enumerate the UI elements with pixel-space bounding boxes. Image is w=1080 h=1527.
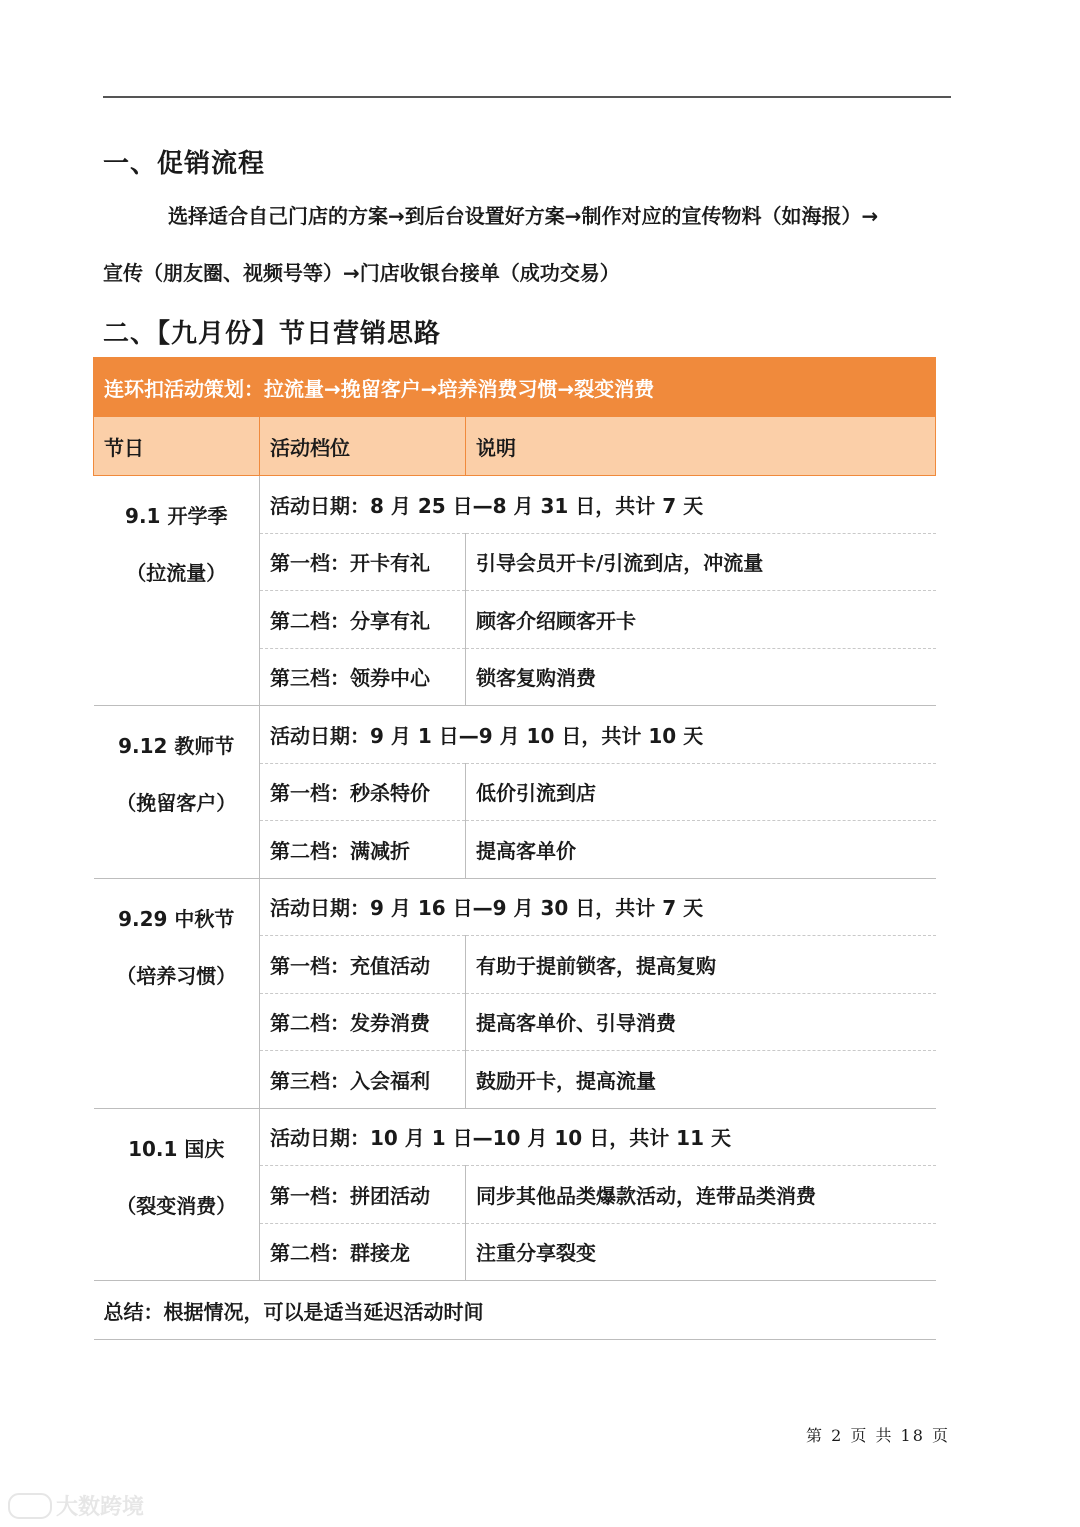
- description-cell: 顾客介绍顾客开卡: [466, 591, 936, 649]
- festival-cell: [94, 476, 260, 706]
- festival-goal: （挽留客户）: [116, 791, 237, 815]
- table-row: [94, 878, 936, 936]
- header-tier: 活动档位: [260, 417, 466, 476]
- tier-cell: 第一档：充值活动: [260, 936, 466, 994]
- festival-goal: （拉流量）: [126, 561, 227, 585]
- activity-date: 活动日期：10 月 1 日—10 月 10 日，共计 11 天: [260, 1108, 936, 1166]
- festival-cell: [94, 706, 260, 879]
- activity-date: 活动日期：9 月 1 日—9 月 10 日，共计 10 天: [260, 706, 936, 764]
- table-row: [94, 476, 936, 534]
- tier-cell: 第一档：拼团活动: [260, 1166, 466, 1224]
- festival-cell: [94, 878, 260, 1108]
- watermark: [8, 1490, 144, 1521]
- table-row: [94, 706, 936, 764]
- tier-cell: 第三档：领券中心: [260, 648, 466, 706]
- tier-cell: 第二档：群接龙: [260, 1223, 466, 1281]
- tier-cell: 第二档：分享有礼: [260, 591, 466, 649]
- section1-title: 一、促销流程: [103, 149, 266, 179]
- section1-line2: 宣传（朋友圈、视频号等）→门店收银台接单（成功交易）: [103, 261, 620, 285]
- description-cell: 提高客单价: [466, 821, 936, 879]
- section1-line1: 选择适合自己门店的方案→到后台设置好方案→制作对应的宣传物料（如海报）→: [168, 204, 879, 228]
- page-number: 第 2 页 共 18 页: [806, 1426, 950, 1445]
- section2-title: 二、【九月份】节日营销思路: [103, 319, 442, 349]
- description-cell: 有助于提前锁客，提高复购: [466, 936, 936, 994]
- table-summary: 总结：根据情况，可以是适当延迟活动时间: [94, 1281, 936, 1340]
- festival-marketing-table: [93, 357, 936, 1340]
- festival-name: 9.1 开学季: [125, 504, 228, 528]
- festival-name: 9.29 中秋节: [118, 906, 235, 931]
- tier-cell: 第三档：入会福利: [260, 1051, 466, 1109]
- description-cell: 注重分享裂变: [466, 1223, 936, 1281]
- description-cell: 引导会员开卡/引流到店，冲流量: [466, 533, 936, 591]
- description-cell: 提高客单价、引导消费: [466, 993, 936, 1051]
- tier-cell: 第二档：发券消费: [260, 993, 466, 1051]
- table-banner: 连环扣活动策划：拉流量→挽留客户→培养消费习惯→裂变消费: [94, 358, 936, 417]
- watermark-text: 大数跨境: [56, 1495, 145, 1520]
- description-cell: 同步其他品类爆款活动，连带品类消费: [466, 1166, 936, 1224]
- header-festival: 节日: [94, 417, 260, 476]
- description-cell: 鼓励开卡，提高流量: [466, 1051, 936, 1109]
- description-cell: 锁客复购消费: [466, 648, 936, 706]
- description-cell: 低价引流到店: [466, 763, 936, 821]
- festival-cell: [94, 1108, 260, 1281]
- tier-cell: 第一档：开卡有礼: [260, 533, 466, 591]
- tier-cell: 第二档：满减折: [260, 821, 466, 879]
- festival-name: 9.12 教师节: [118, 734, 235, 758]
- festival-goal: （培养习惯）: [116, 963, 237, 988]
- activity-date: 活动日期：8 月 25 日—8 月 31 日，共计 7 天: [260, 476, 936, 534]
- table-row: [94, 1108, 936, 1166]
- festival-name: 10.1 国庆: [128, 1136, 225, 1161]
- header-description: 说明: [466, 417, 936, 476]
- activity-date: 活动日期：9 月 16 日—9 月 30 日，共计 7 天: [260, 878, 936, 936]
- header-rule: [103, 96, 951, 98]
- tier-cell: 第一档：秒杀特价: [260, 763, 466, 821]
- watermark-logo-icon: [8, 1493, 52, 1519]
- festival-goal: （裂变消费）: [116, 1193, 237, 1218]
